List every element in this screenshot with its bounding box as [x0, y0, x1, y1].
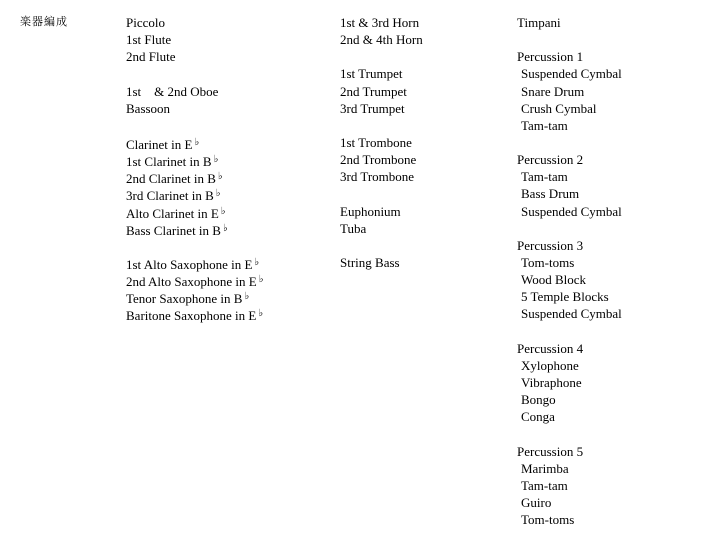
spacer [517, 134, 622, 151]
spacer [517, 425, 622, 442]
percussion-group-title: Percussion 5 [517, 443, 584, 459]
instrument-tuba: Tuba [340, 220, 367, 236]
percussion-item: Suspended Cymbal [521, 203, 622, 219]
spacer [517, 220, 622, 237]
percussion-item: Xylophone [521, 357, 579, 373]
instrument-alto-clarinet [126, 203, 263, 220]
flat-symbol: ♭ [217, 171, 223, 183]
instrument-euphonium: Euphonium [340, 203, 401, 219]
brass-column [340, 14, 423, 271]
spacer [340, 185, 423, 202]
instrument-horn-2-4: 2nd & 4th Horn [340, 32, 423, 48]
instrument-label: Alto Clarinet in E [126, 205, 219, 221]
instrument-label: Clarinet in E [126, 136, 193, 152]
instrument-bassoon: Bassoon [126, 100, 171, 116]
spacer [517, 323, 622, 340]
percussion-item: Snare Drum [521, 83, 585, 99]
spacer [517, 31, 622, 48]
instrument-label: Tenor Saxophone in B [126, 291, 243, 307]
percussion-item: Conga [521, 409, 555, 425]
instrument-tenor-sax [126, 288, 263, 305]
percussion-item: Crush Cymbal [521, 100, 597, 116]
percussion-item: Bass Drum [521, 186, 580, 202]
instrument-alto-sax-1 [126, 254, 263, 271]
instrument-clarinet-2 [126, 168, 263, 185]
instrument-oboe: 1st & 2nd Oboe [126, 83, 219, 99]
percussion-group-title: Percussion 3 [517, 237, 584, 253]
woodwind-column [126, 14, 263, 323]
percussion-item: 5 Temple Blocks [521, 289, 609, 305]
instrument-clarinet-3 [126, 185, 263, 202]
percussion-item: Bongo [521, 392, 556, 408]
instrument-alto-sax-2 [126, 271, 263, 288]
instrument-piccolo: Piccolo [126, 15, 165, 30]
page-heading: 楽器編成 [20, 15, 68, 28]
instrument-bass-clarinet [126, 220, 263, 237]
spacer [126, 237, 263, 254]
percussion-item: Tam-tam [521, 169, 568, 185]
instrument-label: 1st Alto Saxophone in E [126, 256, 253, 272]
flat-symbol: ♭ [222, 222, 228, 234]
instrument-timpani: Timpani [517, 15, 561, 30]
percussion-group-title: Percussion 2 [517, 152, 584, 168]
instrument-horn-1-3: 1st & 3rd Horn [340, 15, 420, 30]
flat-symbol: ♭ [215, 188, 221, 200]
instrument-label: Baritone Saxophone in E [126, 308, 257, 324]
instrument-flute-2: 2nd Flute [126, 49, 176, 65]
flat-symbol: ♭ [258, 274, 264, 286]
percussion-item: Suspended Cymbal [521, 306, 622, 322]
instrument-label: Bass Clarinet in B [126, 222, 221, 238]
percussion-item: Tam-tam [521, 477, 568, 493]
spacer [126, 117, 263, 134]
instrument-trumpet-2: 2nd Trumpet [340, 83, 407, 99]
instrument-label: 3rd Clarinet in B [126, 188, 214, 204]
percussion-group-title: Percussion 4 [517, 340, 584, 356]
instrument-trombone-2: 2nd Trombone [340, 152, 417, 168]
flat-symbol: ♭ [244, 291, 250, 303]
percussion-item: Marimba [521, 460, 569, 476]
percussion-item: Suspended Cymbal [521, 66, 622, 82]
instrument-trombone-1: 1st Trombone [340, 134, 412, 150]
flat-symbol: ♭ [220, 205, 226, 217]
flat-symbol: ♭ [213, 154, 219, 166]
percussion-item: Tom-toms [521, 512, 575, 528]
instrument-trumpet-1: 1st Trumpet [340, 66, 403, 82]
instrument-trombone-3: 3rd Trombone [340, 169, 415, 185]
percussion-item: Guiro [521, 494, 552, 510]
flat-symbol: ♭ [254, 256, 260, 268]
spacer [340, 237, 423, 254]
percussion-group-title: Percussion 1 [517, 49, 584, 65]
instrument-label: 2nd Clarinet in B [126, 171, 216, 187]
percussion-item: Vibraphone [521, 374, 582, 390]
instrument-baritone-sax [126, 305, 263, 322]
spacer [340, 117, 423, 134]
percussion-item: Wood Block [521, 272, 587, 288]
instrument-string-bass: String Bass [340, 254, 400, 270]
percussion-item: Tom-toms [521, 254, 575, 270]
instrument-clarinet-eb [126, 134, 263, 151]
flat-symbol: ♭ [258, 308, 264, 320]
spacer [126, 65, 263, 82]
spacer [340, 48, 423, 65]
instrument-flute-1: 1st Flute [126, 32, 172, 48]
instrument-trumpet-3: 3rd Trumpet [340, 100, 405, 116]
instrument-label: 1st Clarinet in B [126, 154, 212, 170]
instrument-clarinet-1 [126, 151, 263, 168]
percussion-column [517, 14, 622, 528]
instrument-label: 2nd Alto Saxophone in E [126, 274, 257, 290]
percussion-item: Tam-tam [521, 117, 568, 133]
flat-symbol: ♭ [194, 136, 200, 148]
